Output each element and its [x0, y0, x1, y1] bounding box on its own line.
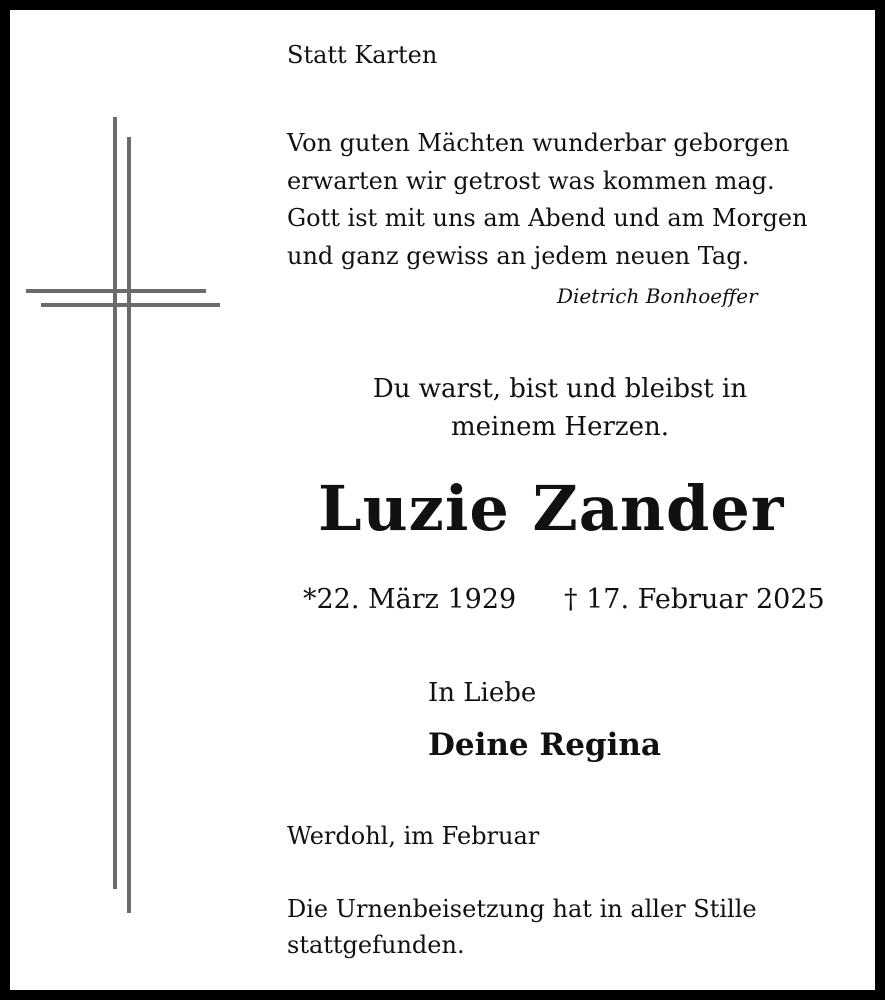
burial-note-line: Die Urnenbeisetzung hat in aller Stille: [287, 895, 757, 923]
signature: Deine Regina: [428, 727, 661, 763]
burial-note: [287, 891, 757, 963]
poem-author: Dietrich Bonhoeffer: [557, 284, 758, 308]
closing-intro: In Liebe: [428, 678, 537, 708]
poem-line: erwarten wir getrost was kommen mag.: [287, 166, 775, 195]
poem-line: Gott ist mit uns am Abend und am Morgen: [287, 204, 808, 232]
dedication: [335, 370, 785, 446]
poem: [287, 125, 808, 275]
birth-date: *22. März 1929: [303, 584, 517, 615]
burial-note-line: stattgefunden.: [287, 931, 465, 959]
deceased-name: Luzie Zander: [318, 472, 785, 545]
place-date: Werdohl, im Februar: [287, 822, 540, 850]
poem-line: Von guten Mächten wunderbar geborgen: [287, 129, 790, 157]
notice-heading: Statt Karten: [287, 41, 438, 69]
poem-line: und ganz gewiss an jedem neuen Tag.: [287, 241, 750, 270]
death-date: † 17. Februar 2025: [564, 584, 825, 615]
dedication-line: meinem Herzen.: [451, 412, 669, 442]
dedication-line: Du warst, bist und bleibst in: [372, 374, 748, 404]
